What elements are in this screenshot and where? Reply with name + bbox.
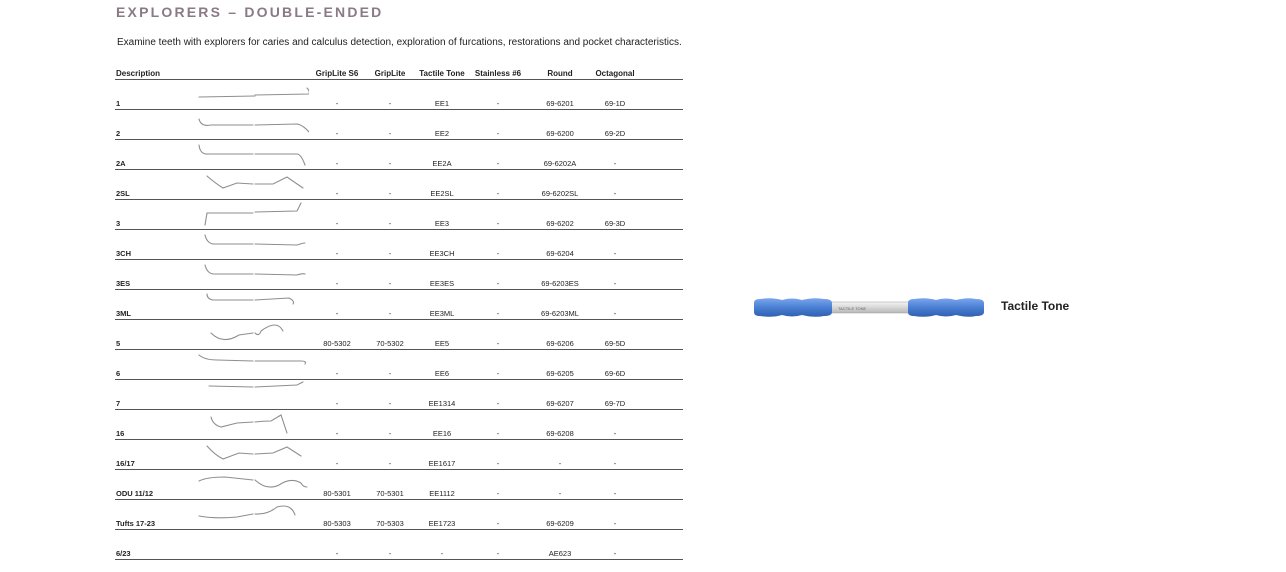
cell-griplite-s6: - — [335, 159, 339, 168]
cell-griplite-s6: - — [335, 459, 339, 468]
cell-stainless: - — [496, 279, 500, 288]
tactile-tone-handle-image — [752, 294, 990, 320]
product-table — [115, 67, 683, 560]
cell-octagonal: - — [613, 249, 617, 258]
cell-stainless: - — [496, 429, 500, 438]
cell-round: 69-6208 — [546, 429, 574, 438]
cell-round: 69-6202 — [546, 219, 574, 228]
explorer-instrument-illustration — [197, 171, 309, 197]
cell-octagonal: 69-6D — [604, 369, 626, 378]
cell-tactile-tone: EE1112 — [429, 489, 455, 498]
explorer-instrument-illustration — [197, 381, 309, 407]
cell-griplite: 70-5301 — [376, 489, 404, 498]
cell-octagonal: - — [613, 519, 617, 528]
table-row — [115, 530, 683, 560]
cell-griplite-s6: - — [335, 279, 339, 288]
cell-description: 3CH — [116, 249, 132, 258]
cell-griplite-s6: - — [335, 549, 339, 558]
cell-octagonal: 69-7D — [604, 399, 626, 408]
cell-griplite-s6: - — [335, 399, 339, 408]
header-tactile-tone: Tactile Tone — [419, 69, 465, 78]
cell-griplite: 70-5302 — [376, 339, 404, 348]
cell-griplite-s6: - — [335, 309, 339, 318]
explorer-instrument-illustration — [197, 261, 309, 287]
cell-stainless: - — [496, 129, 500, 138]
cell-griplite: - — [388, 129, 392, 138]
cell-griplite-s6: - — [335, 129, 339, 138]
cell-description: 2 — [116, 129, 121, 138]
cell-griplite: - — [388, 369, 392, 378]
table-row — [115, 320, 683, 350]
table-row — [115, 140, 683, 170]
cell-tactile-tone: EE16 — [432, 429, 452, 438]
section-heading: EXPLORERS – DOUBLE-ENDED — [116, 4, 384, 20]
cell-stainless: - — [496, 369, 500, 378]
header-stainless: Stainless #6 — [474, 69, 522, 78]
explorer-instrument-illustration — [197, 441, 309, 467]
cell-stainless: - — [496, 399, 500, 408]
table-row — [115, 380, 683, 410]
cell-stainless: - — [496, 549, 500, 558]
cell-octagonal: - — [613, 279, 617, 288]
table-row — [115, 410, 683, 440]
cell-griplite-s6: - — [335, 189, 339, 198]
table-row — [115, 500, 683, 530]
cell-stainless: - — [496, 459, 500, 468]
explorer-instrument-illustration — [197, 501, 309, 527]
cell-description: 1 — [116, 99, 121, 108]
cell-round: 69-6203ES — [541, 279, 579, 288]
cell-griplite-s6: - — [335, 369, 339, 378]
cell-griplite: - — [388, 549, 392, 558]
cell-stainless: - — [496, 159, 500, 168]
cell-round: 69-6204 — [546, 249, 574, 258]
cell-octagonal: - — [613, 159, 617, 168]
cell-tactile-tone: - — [440, 549, 444, 558]
explorer-instrument-illustration — [197, 471, 309, 497]
cell-round: 69-6207 — [546, 399, 574, 408]
explorer-instrument-illustration — [197, 411, 309, 437]
cell-description: 2A — [116, 159, 126, 168]
cell-griplite-s6: - — [335, 429, 339, 438]
explorer-instrument-illustration — [197, 231, 309, 257]
cell-description: 2SL — [116, 189, 130, 198]
cell-description: 3 — [116, 219, 121, 228]
cell-griplite: - — [388, 459, 392, 468]
cell-octagonal: - — [613, 489, 617, 498]
explorer-instrument-illustration — [197, 141, 309, 167]
cell-round: 69-6200 — [546, 129, 574, 138]
handle-imprint-text: TACTILE TONE — [838, 306, 867, 311]
cell-stainless: - — [496, 219, 500, 228]
cell-griplite: - — [388, 249, 392, 258]
cell-octagonal: - — [613, 309, 617, 318]
table-row — [115, 170, 683, 200]
cell-octagonal: 69-3D — [604, 219, 626, 228]
cell-description: 6/23 — [116, 549, 131, 558]
cell-description: 3ES — [116, 279, 131, 288]
cell-griplite: - — [388, 429, 392, 438]
cell-description: 16/17 — [116, 459, 135, 468]
cell-stainless: - — [496, 339, 500, 348]
cell-griplite: - — [388, 189, 392, 198]
cell-griplite: - — [388, 99, 392, 108]
cell-griplite-s6: - — [335, 99, 339, 108]
cell-tactile-tone: EE2 — [434, 129, 450, 138]
cell-round: 69-6206 — [546, 339, 574, 348]
cell-description: ODU 11/12 — [116, 489, 154, 498]
cell-description: 16 — [116, 429, 125, 438]
cell-griplite: - — [388, 279, 392, 288]
explorer-instrument-illustration — [197, 81, 309, 107]
cell-griplite: - — [388, 399, 392, 408]
cell-tactile-tone: EE2SL — [430, 189, 454, 198]
table-header — [115, 67, 683, 80]
header-octagonal: Octagonal — [595, 69, 635, 78]
cell-tactile-tone: EE3 — [434, 219, 450, 228]
cell-round: - — [558, 489, 562, 498]
cell-tactile-tone: EE1617 — [428, 459, 456, 468]
cell-round: 69-6205 — [546, 369, 574, 378]
cell-tactile-tone: EE1 — [434, 99, 450, 108]
cell-octagonal: 69-5D — [604, 339, 626, 348]
cell-tactile-tone: EE5 — [434, 339, 450, 348]
cell-round: AE623 — [548, 549, 572, 558]
cell-stainless: - — [496, 189, 500, 198]
cell-stainless: - — [496, 519, 500, 528]
table-row — [115, 80, 683, 110]
cell-round: 69-6209 — [546, 519, 574, 528]
cell-octagonal: - — [613, 459, 617, 468]
cell-round: - — [558, 459, 562, 468]
cell-tactile-tone: EE3ES — [429, 279, 455, 288]
table-row — [115, 440, 683, 470]
explorer-instrument-illustration — [197, 111, 309, 137]
cell-griplite-s6: 80-5303 — [323, 519, 351, 528]
cell-tactile-tone: EE1314 — [428, 399, 456, 408]
table-row — [115, 200, 683, 230]
cell-tactile-tone: EE3ML — [429, 309, 455, 318]
cell-octagonal: - — [613, 549, 617, 558]
cell-tactile-tone: EE6 — [434, 369, 450, 378]
table-body — [115, 80, 683, 560]
explorer-instrument-illustration — [197, 201, 309, 227]
table-row — [115, 350, 683, 380]
explorer-instrument-illustration — [197, 291, 309, 317]
cell-round: 69-6201 — [546, 99, 574, 108]
cell-stainless: - — [496, 489, 500, 498]
header-griplite: GripLite — [374, 69, 406, 78]
table-row — [115, 470, 683, 500]
explorer-instrument-illustration — [197, 351, 309, 377]
cell-round: 69-6203ML — [541, 309, 579, 318]
table-row — [115, 260, 683, 290]
cell-round: 69-6202SL — [541, 189, 579, 198]
cell-tactile-tone: EE1723 — [428, 519, 456, 528]
explorer-instrument-illustration — [197, 321, 309, 347]
header-description: Description — [116, 69, 161, 78]
header-round: Round — [547, 69, 573, 78]
cell-griplite-s6: 80-5302 — [323, 339, 351, 348]
cell-description: 6 — [116, 369, 121, 378]
cell-stainless: - — [496, 309, 500, 318]
handle-label: Tactile Tone — [1001, 299, 1070, 313]
cell-tactile-tone: EE3CH — [429, 249, 455, 258]
cell-octagonal: 69-2D — [604, 129, 626, 138]
header-griplite-s6: GripLite S6 — [315, 69, 359, 78]
cell-griplite: - — [388, 219, 392, 228]
cell-tactile-tone: EE2A — [432, 159, 452, 168]
instrument-handle-illustration — [752, 294, 990, 320]
cell-griplite-s6: - — [335, 249, 339, 258]
cell-stainless: - — [496, 99, 500, 108]
cell-griplite-s6: - — [335, 219, 339, 228]
intro-text: Examine teeth with explorers for caries and calculus detection, exploration of furcations, restorations and pocket characteristics. — [117, 37, 682, 48]
cell-round: 69-6202A — [543, 159, 577, 168]
table-row — [115, 230, 683, 260]
cell-octagonal: 69-1D — [604, 99, 626, 108]
cell-griplite: - — [388, 309, 392, 318]
cell-octagonal: - — [613, 189, 617, 198]
cell-description: 7 — [116, 399, 121, 408]
cell-stainless: - — [496, 249, 500, 258]
table-row — [115, 290, 683, 320]
cell-griplite-s6: 80-5301 — [323, 489, 351, 498]
cell-octagonal: - — [613, 429, 617, 438]
table-row — [115, 110, 683, 140]
cell-griplite: - — [388, 159, 392, 168]
cell-description: 5 — [116, 339, 121, 348]
cell-griplite: 70-5303 — [376, 519, 404, 528]
cell-description: 3ML — [116, 309, 131, 318]
cell-description: Tufts 17-23 — [116, 519, 156, 528]
